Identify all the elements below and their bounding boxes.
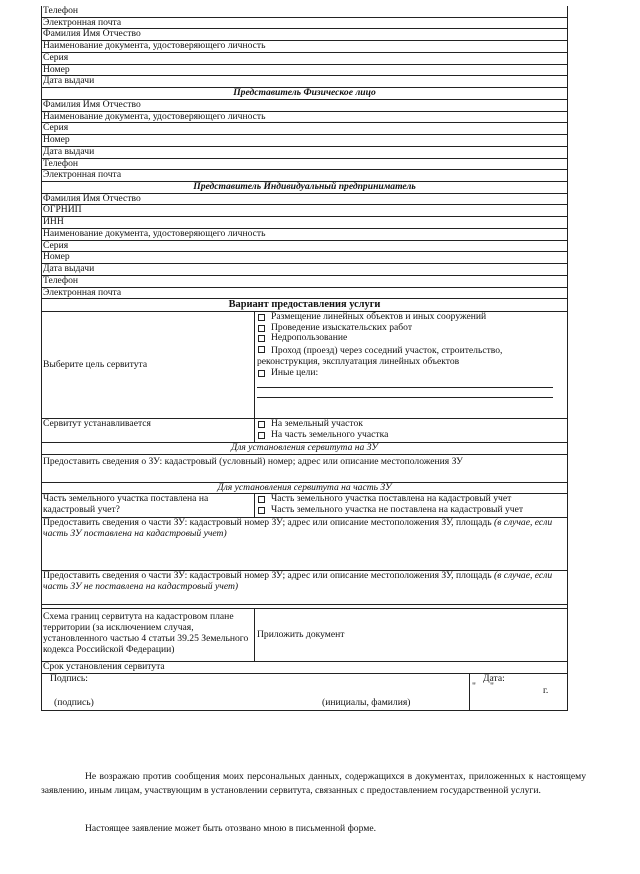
part-registered-row [42,494,567,518]
date-quote-close: " [490,681,494,693]
field-series: Серия [42,123,567,135]
field-number: Номер [42,135,567,147]
checkbox-icon[interactable] [258,370,265,377]
field-phone: Телефон [42,159,567,171]
checkbox-icon[interactable] [258,496,265,503]
field-ogrnip: ОГРНИП [42,205,567,217]
application-form [41,6,568,711]
checkbox-icon[interactable] [258,421,265,428]
field-fio: Фамилия Имя Отчество [42,100,567,112]
date-label: Дата: [483,673,505,685]
field-email: Электронная почта [42,288,567,300]
option-linear-objects[interactable]: Размещение линейных объектов и иных сооружений [257,312,565,323]
field-inn: ИНН [42,217,567,229]
checkbox-icon[interactable] [258,325,265,332]
checkbox-icon[interactable] [258,507,265,514]
established-label: Сервитут устанавливается [42,419,255,442]
other-purpose-line-2[interactable] [257,388,553,398]
year-suffix: г. [543,685,549,697]
option-subsoil[interactable]: Недропользование [257,333,565,344]
option-survey-works[interactable]: Проведение изыскательских работ [257,323,565,334]
field-id-doc: Наименование документа, удостоверяющего личность [42,41,567,53]
field-series: Серия [42,53,567,65]
field-number: Номер [42,252,567,264]
revoke-paragraph: Настоящее заявление может быть отозвано мною в письменной форме. [85,823,376,834]
initials-hint: (инициалы, фамилия) [322,697,411,709]
field-fio: Фамилия Имя Отчество [42,29,567,41]
field-issue-date: Дата выдачи [42,264,567,276]
option-part-registered[interactable]: Часть земельного участка поставлена на кадастровый учет [257,494,565,505]
field-id-doc: Наименование документа, удостоверяющего личность [42,229,567,241]
field-id-doc: Наименование документа, удостоверяющего личность [42,112,567,124]
established-row [42,419,567,443]
field-email: Электронная почта [42,170,567,182]
part-info-not-registered: Предоставить сведения о части ЗУ: кадастровый номер ЗУ; адрес или описание местоположения ЗУ, площадь (в случае, если часть ЗУ не поставлена на кадастровый учет) [42,571,567,605]
term-label: Срок установления сервитута [42,662,567,674]
checkbox-icon[interactable] [258,314,265,321]
consent-paragraph: Не возражаю против сообщения моих персональных данных, содержащихся в документах, приложенных к настоящему заявлению, иным лицам, участвующим в установлении сервитута, связанных с предоставлением государственной услуги. [41,771,586,796]
checkbox-icon[interactable] [258,335,265,342]
signature-cell [42,674,470,710]
option-land-plot[interactable]: На земельный участок [257,419,565,430]
signature-label: Подпись: [50,673,88,685]
other-purpose-line-1[interactable] [257,378,553,388]
subsection-zu: Для установления сервитута на ЗУ [42,443,567,455]
signature-hint: (подпись) [54,697,94,709]
section-title-rep-ip: Представитель Индивидуальный предприниматель [42,182,567,194]
option-other[interactable]: Иные цели: [257,368,565,379]
purpose-options [255,312,567,418]
section-title-rep-person: Представитель Физическое лицо [42,88,567,100]
checkbox-icon[interactable] [258,346,265,353]
field-issue-date: Дата выдачи [42,76,567,88]
field-issue-date: Дата выдачи [42,147,567,159]
subsection-zu-part: Для установления сервитута на часть ЗУ [42,483,567,495]
field-phone: Телефон [42,276,567,288]
established-options [255,419,567,442]
purpose-row [42,312,567,419]
option-part-not-registered[interactable]: Часть земельного участка не поставлена на кадастровый учет [257,505,565,516]
checkbox-icon[interactable] [258,432,265,439]
field-fio: Фамилия Имя Отчество [42,194,567,206]
field-series: Серия [42,241,567,253]
field-number: Номер [42,65,567,77]
scheme-value: Приложить документ [257,629,345,641]
part-registered-options [255,494,567,517]
field-email: Электронная почта [42,18,567,30]
option-land-plot-part[interactable]: На часть земельного участка [257,430,565,441]
scheme-row [42,608,567,662]
zu-info-request: Предоставить сведения о ЗУ: кадастровый (условный) номер; адрес или описание местоположения ЗУ [42,455,567,483]
date-quote-open: " [472,681,476,693]
signature-block [42,674,567,711]
field-phone: Телефон [42,6,567,18]
part-registered-label: Часть земельного участка поставлена на кадастровый учет? [42,494,255,517]
purpose-label: Выберите цель сервитута [42,312,255,418]
part-info-registered: Предоставить сведения о части ЗУ: кадастровый номер ЗУ; адрес или описание местоположения ЗУ, площадь (в случае, если часть ЗУ поставлена на кадастровый учет) [42,518,567,571]
option-passage[interactable]: Проход (проезд) через соседний участок, строительство, реконструкция, эксплуатация линейных объектов [257,345,503,367]
scheme-label: Схема границ сервитута на кадастровом плане территории (за исключением случая, установленного частью 4 статьи 39.25 Земельного кодекса Российской Федерации) [42,609,255,661]
section-title-variant: Вариант предоставления услуги [42,299,567,312]
